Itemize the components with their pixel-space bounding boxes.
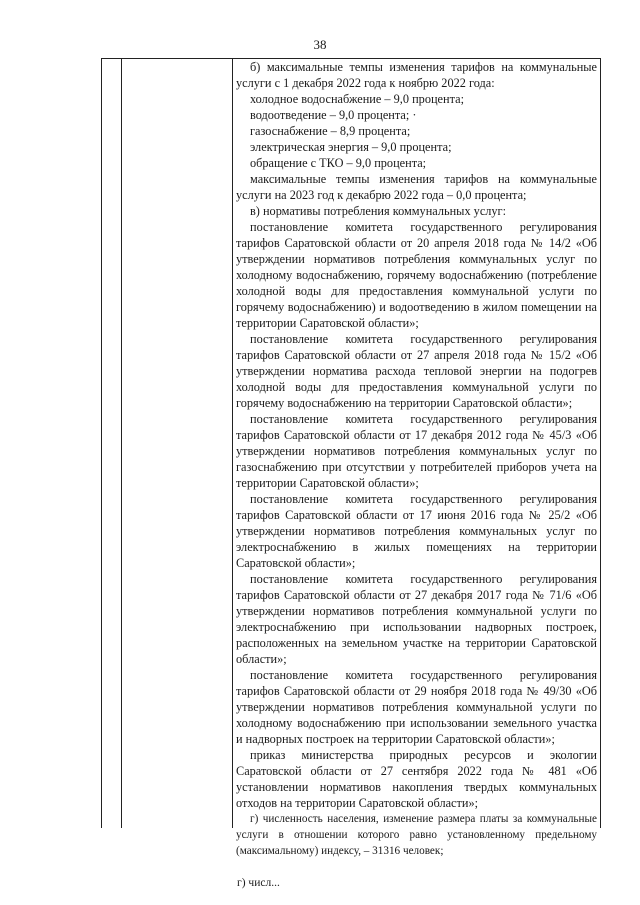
paragraph-resolution-15-2: постановление комитета государственного регулирования тарифов Саратовской области от 27 апреля 2018 года № 15/2 «Об утверждении норматива расхода тепловой энергии на подогрев холодной воды для предоставления коммунальной услуги по горячему водоснабжению на территории Саратовской области»; (236, 332, 597, 410)
paragraph-resolution-45-3: постановление комитета государственного регулирования тарифов Саратовской области от 17 декабря 2012 года № 45/3 «Об утверждении нормативов потребления коммунальных услуг по газоснабжению при отсутствии у потребителей приборов учета на территории Саратовской области»; (236, 412, 597, 490)
table-column-divider-2 (232, 58, 233, 828)
paragraph-sewerage: водоотведение – 9,0 процента; · (250, 108, 417, 122)
table-border-left (101, 58, 102, 828)
paragraph-cold-water: холодное водоснабжение – 9,0 процента; (250, 92, 464, 106)
bottom-fragment: г) числ... (237, 877, 280, 889)
paragraph-max-rates-2023: максимальные темпы изменения тарифов на коммунальные услуги на 2023 год к декабрю 2022 года – 0,0 процента; (236, 172, 597, 202)
paragraph-resolution-14-2: постановление комитета государственного регулирования тарифов Саратовской области от 20 апреля 2018 года № 14/2 «Об утверждении нормативов потребления коммунальных услуг по холодному водоснабжению, горячему водоснабжению (потребление холодной воды для предоставления коммунальной услуги по горячему водоснабжению) и водоотведению в жилом помещении на территории Саратовской области»; (236, 220, 597, 330)
paragraph-resolution-71-6: постановление комитета государственного регулирования тарифов Саратовской области от 27 декабря 2017 года № 71/6 «Об утверждении нормативов потребления коммунальной услуги по электроснабжению при использовании надворных построек, расположенных на земельном участке на территории Саратовской области»; (236, 572, 597, 666)
paragraph-resolution-49-30: постановление комитета государственного регулирования тарифов Саратовской области от 29 ноября 2018 года № 49/30 «Об утверждении нормативов потребления коммунальной услуги по холодному водоснабжению при использовании земельного участка и надворных построек на территории Саратовской области»; (236, 668, 597, 746)
table-column-divider-1 (121, 58, 122, 828)
paragraph-electricity: электрическая энергия – 9,0 процента; (250, 140, 452, 154)
page-number: 38 (313, 37, 327, 52)
paragraph-order-481: приказ министерства природных ресурсов и экологии Саратовской области от 27 сентября 2022 года № 481 «Об установлении нормативов накопления твердых коммунальных отходов на территории Саратовской области»; (236, 748, 597, 810)
paragraph-b-heading: б) максимальные темпы изменения тарифов на коммунальные услуги с 1 декабря 2022 года к ноябрю 2022 года: (236, 60, 597, 90)
table-cell-content (236, 59, 597, 859)
paragraph-v-heading: в) нормативы потребления коммунальных услуг: (250, 204, 507, 218)
paragraph-g-population: г) численность населения, изменение размера платы за коммунальные услуги в отношении которого равно установленному предельному (максимальному) индексу, – 31316 человек; (236, 813, 597, 857)
paragraph-tko: обращение с ТКО – 9,0 процента; (250, 156, 427, 170)
table-border-right (600, 58, 601, 828)
paragraph-resolution-25-2: постановление комитета государственного регулирования тарифов Саратовской области от 17 июня 2016 года № 25/2 «Об утверждении нормативов потребления коммунальных услуг по электроснабжению в жилых помещениях на территории Саратовской области»; (236, 492, 597, 570)
paragraph-gas: газоснабжение – 8,9 процента; (250, 124, 411, 138)
